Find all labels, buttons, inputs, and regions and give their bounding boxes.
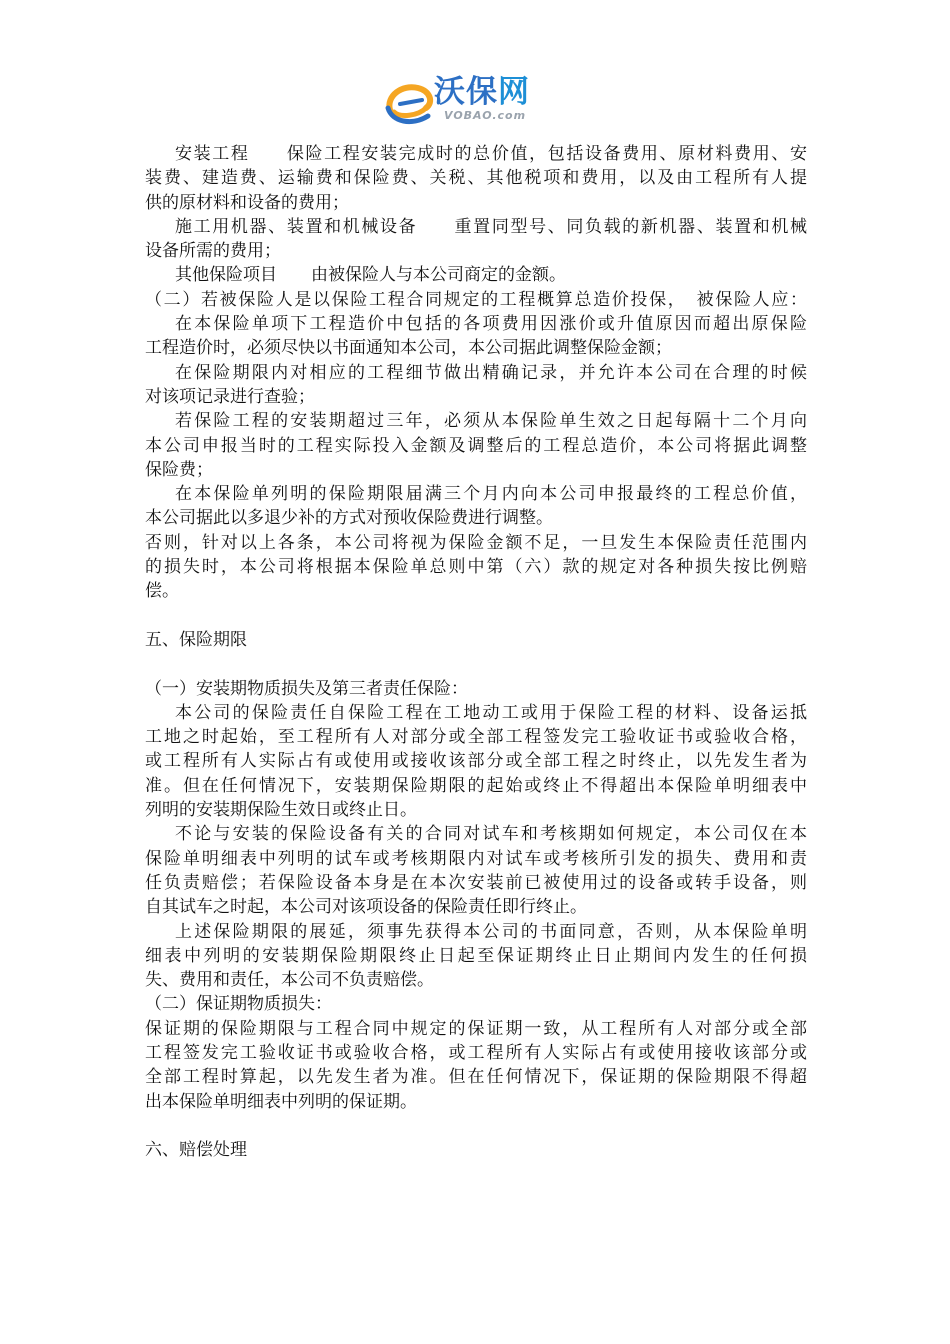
- paragraph-line: 在本保险单列明的保险期限届满三个月内向本公司申报最终的工程总价值，: [175, 484, 807, 505]
- paragraph-line: 设备所需的费用；: [145, 241, 281, 262]
- paragraph-line: 否则，针对以上各条，本公司将视为保险金额不足，一旦发生本保险责任范围内: [145, 532, 807, 553]
- paragraph-line: 失、费用和责任，本公司不负责赔偿。: [145, 970, 434, 991]
- logo-char-2: 保: [466, 74, 498, 110]
- paragraph-line: 工程签发完工验收证书或验收合格，或工程所有人实际占有或使用接收该部分或: [145, 1042, 807, 1063]
- paragraph-line: 出本保险单明细表中列明的保证期。: [145, 1091, 417, 1112]
- paragraph-line: （二）若被保险人是以保险工程合同规定的工程概算总造价投保， 被保险人应：: [145, 289, 807, 310]
- paragraph-line: （二）保证期物质损失：: [145, 994, 332, 1015]
- paragraph-line: 上述保险期限的展延，须事先获得本公司的书面同意，否则，从本保险单明: [175, 921, 807, 942]
- paragraph-line: 五、保险期限: [145, 629, 247, 650]
- paragraph-line: 保险费；: [145, 459, 213, 480]
- paragraph-line: 保证期的保险期限与工程合同中规定的保证期一致，从工程所有人对部分或全部: [145, 1018, 807, 1039]
- paragraph-line: 本公司据此以多退少补的方式对预收保险费进行调整。: [145, 508, 553, 529]
- paragraph-line: 不论与安装的保险设备有关的合同对试车和考核期如何规定，本公司仅在本: [175, 824, 807, 845]
- paragraph-line: 在本保险单项下工程造价中包括的各项费用因涨价或升值原因而超出原保险: [175, 314, 807, 335]
- paragraph-line: 工程造价时，必须尽快以书面通知本公司，本公司据此调整保险金额；: [145, 338, 672, 359]
- paragraph-line: 本公司的保险责任自保险工程在工地动工或用于保险工程的材料、设备运抵: [175, 702, 807, 723]
- paragraph-line: 六、赔偿处理: [145, 1140, 247, 1161]
- paragraph-line: 本公司申报当时的工程实际投入金额及调整后的工程总造价，本公司将据此调整: [145, 435, 807, 456]
- site-logo[interactable]: [382, 72, 552, 132]
- logo-char-3: 网: [498, 74, 530, 110]
- paragraph-line: （一）安装期物质损失及第三者责任保险：: [145, 678, 468, 699]
- blank-line: [145, 1114, 807, 1138]
- paragraph-line: 若保险工程的安装期超过三年，必须从本保险单生效之日起每隔十二个月向: [175, 411, 807, 432]
- e-ring-logo-icon: [382, 78, 438, 128]
- paragraph-line: 任负责赔偿；若保险设备本身是在本次安装前已被使用过的设备或转手设备，则: [145, 872, 807, 893]
- paragraph-line: 自其试车之时起，本公司对该项设备的保险责任即行终止。: [145, 897, 587, 918]
- document-body: [145, 142, 807, 1162]
- paragraph-line: 细表中列明的安装期保险期限终止日起至保证期终止日止期间内发生的任何损: [145, 945, 807, 966]
- paragraph-line: 装费、建造费、运输费和保险费、关税、其他税项和费用，以及由工程所有人提: [145, 168, 807, 189]
- paragraph-line: 准。但在任何情况下，安装期保险期限的起始或终止不得超出本保险单明细表中: [145, 775, 807, 796]
- paragraph-line: 偿。: [145, 581, 179, 602]
- paragraph-line: 的损失时，本公司将根据本保险单总则中第（六）款的规定对各种损失按比例赔: [145, 557, 807, 578]
- paragraph-line: 在保险期限内对相应的工程细节做出精确记录，并允许本公司在合理的时候: [175, 362, 807, 383]
- paragraph-line: 施工用机器、装置和机械设备 重置同型号、同负载的新机器、装置和机械: [175, 216, 807, 237]
- logo-wordmark: [434, 74, 530, 110]
- paragraph-line: 安装工程 保险工程安装完成时的总价值，包括设备费用、原材料费用、安: [175, 144, 807, 164]
- logo-char-1: 沃: [434, 74, 466, 110]
- blank-line: [145, 604, 807, 628]
- paragraph-line: 保险单明细表中列明的试车或考核期限内对试车或考核所引发的损失、费用和责: [145, 848, 807, 869]
- paragraph-line: 其他保险项目 由被保险人与本公司商定的金额。: [175, 265, 566, 286]
- paragraph-line: 或工程所有人实际占有或使用或接收该部分或全部工程之时终止，以先发生者为: [145, 751, 807, 772]
- paragraph-line: 列明的安装期保险生效日或终止日。: [145, 800, 417, 821]
- paragraph-line: 供的原材料和设备的费用；: [145, 192, 349, 213]
- paragraph-line: 全部工程时算起，以先发生者为准。但在任何情况下，保证期的保险期限不得超: [145, 1067, 807, 1088]
- logo-domain: VOBAO.com: [444, 109, 527, 122]
- paragraph-line: 对该项记录进行查验；: [145, 386, 315, 407]
- paragraph-line: 工地之时起始，至工程所有人对部分或全部工程签发完工验收证书或验收合格，: [145, 727, 807, 748]
- blank-line: [145, 652, 807, 676]
